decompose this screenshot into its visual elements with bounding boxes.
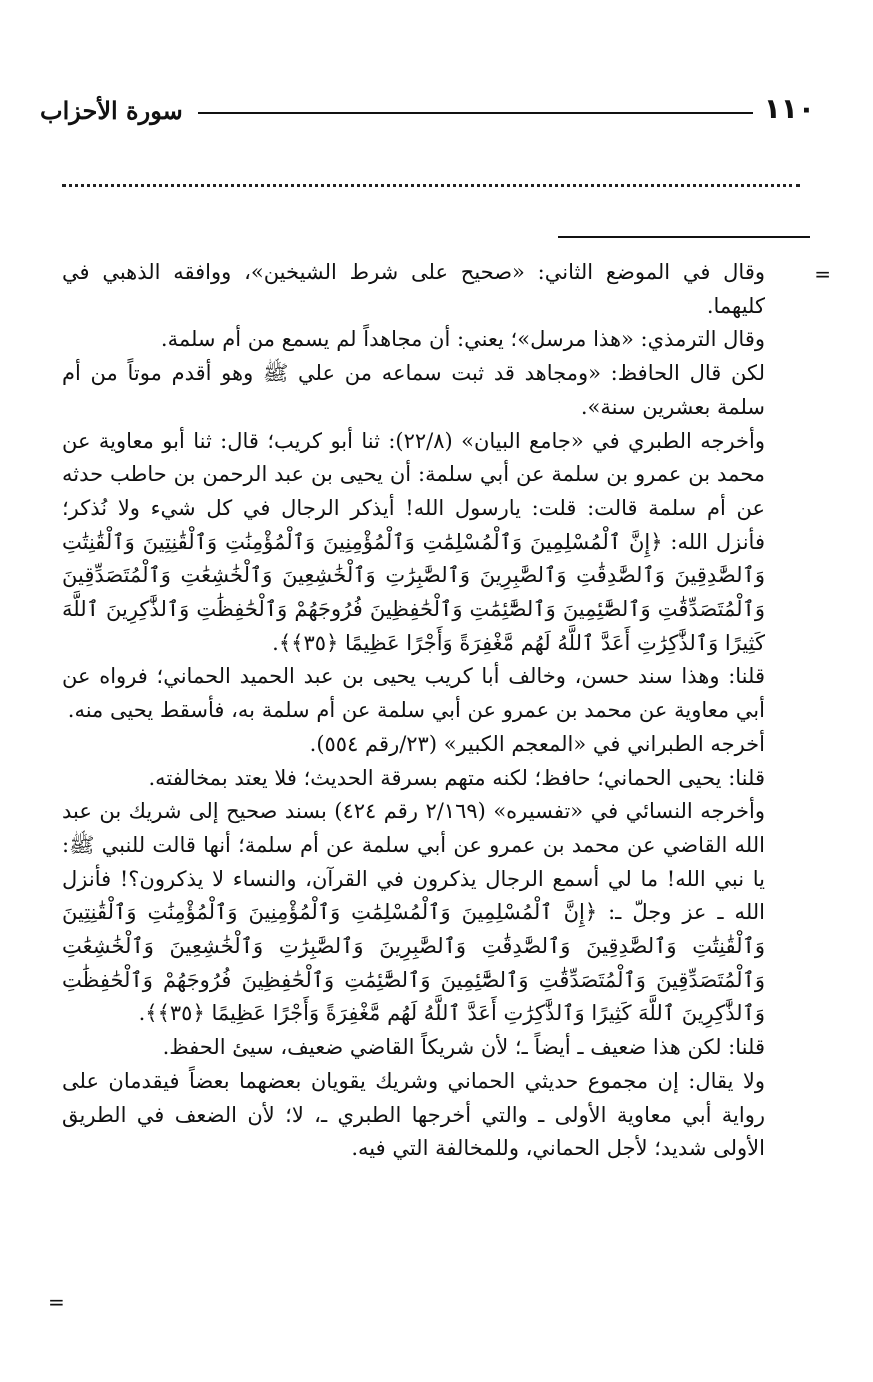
paragraph-1: وقال في الموضع الثاني: «صحيح على شرط الشيخين»، ووافقه الذهبي في كليهما. [62,260,765,318]
continuation-mark-bottom: = [48,1290,65,1314]
paragraph-5: قلنا: وهذا سند حسن، وخالف أبا كريب يحيى بن عبد الحميد الحماني؛ فرواه عن أبي معاوية عن محمد بن عمرو عن أبي سلمة عن أم سلمة به، فأسقط يحيى منه. [62,664,765,723]
paragraph-10: ولا يقال: إن مجموع حديثي الحماني وشريك يقويان بعضهما بعضاً فيقدمان على رواية أبي معاوية الأولى ـ والتي أخرجها الطبري ـ، لا؛ لأن الضعف في الطريق الأولى شديد؛ لأجل الحماني، وللمخالفة التي فيه. [62,1068,765,1161]
paragraph-3: لكن قال الحافظ: «ومجاهد قد ثبت سماعه من علي ﷺ وهو أقدم موتاً من أم سلمة بعشرين سنة». [62,361,765,419]
paragraph-9: قلنا: لكن هذا ضعيف ـ أيضاً ـ؛ لأن شريكاً القاضي ضعيف، سيئ الحفظ. [162,1035,765,1060]
page-number: ١١٠ [763,92,815,125]
surah-title: سورة الأحزاب [40,96,183,125]
footnote-text [62,256,765,1166]
paragraph-6: أخرجه الطبراني في «المعجم الكبير» (٢٣/رقم ٥٥٤). [309,731,765,756]
footnote-rule [558,236,810,238]
paragraph-2: وقال الترمذي: «هذا مرسل»؛ يعني: أن مجاهداً لم يسمع من أم سلمة. [160,327,765,352]
header-rule [198,112,753,114]
paragraph-8: وأخرجه النسائي في «تفسيره» (٢/١٦٩ رقم ٤٢٤) بسند صحيح إلى شريك بن عبد الله القاضي عن محمد بن عمرو عن أبي سلمة عن أم سلمة؛ أنها قالت للنبي ﷺ: يا نبي الله! ما لي أسمع الرجال يذكرون في القرآن، والنساء لا يذكرون؟! فأنزل الله ـ عز وجلّ ـ: ﴿إِنَّ ٱلْمُسْلِمِينَ وَٱلْمُسْلِمَٰتِ وَٱلْمُؤْمِنِينَ وَٱلْمُؤْمِنَٰتِ وَٱلْقَٰنِتِينَ وَٱلْقَٰنِتَٰتِ وَٱلصَّٰدِقِينَ وَٱلصَّٰدِقَٰتِ وَٱلصَّٰبِرِينَ وَٱلصَّٰبِرَٰتِ وَٱلْخَٰشِعِينَ وَٱلْخَٰشِعَٰتِ وَٱلْمُتَصَدِّقِينَ وَٱلْمُتَصَدِّقَٰتِ وَٱلصَّٰٓئِمِينَ وَٱلصَّٰٓئِمَٰتِ وَٱلْحَٰفِظِينَ فُرُوجَهُمْ وَٱلْحَٰفِظَٰتِ وَٱلذَّٰكِرِينَ ٱللَّهَ كَثِيرًا وَٱلذَّٰكِرَٰتِ أَعَدَّ ٱللَّهُ لَهُم مَّغْفِرَةً وَأَجْرًا عَظِيمًا ﴿٣٥﴾﴾. [62,799,765,1026]
paragraph-4: وأخرجه الطبري في «جامع البيان» (٢٢/٨): ثنا أبو كريب؛ قال: ثنا أبو معاوية عن محمد بن عمرو بن سلمة عن أبي سلمة: أن يحيى بن عبد الرحمن بن حاطب حدثه عن أم سلمة قالت: قلت: يارسول الله! أيذكر الرجال في كل شيء ولا نُذكر؛ فأنزل الله: ﴿إِنَّ ٱلْمُسْلِمِينَ وَٱلْمُسْلِمَٰتِ وَٱلْمُؤْمِنِينَ وَٱلْمُؤْمِنَٰتِ وَٱلْقَٰنِتِينَ وَٱلْقَٰنِتَٰتِ وَٱلصَّٰدِقِينَ وَٱلصَّٰدِقَٰتِ وَٱلصَّٰبِرِينَ وَٱلصَّٰبِرَٰتِ وَٱلْخَٰشِعِينَ وَٱلْخَٰشِعَٰتِ وَٱلْمُتَصَدِّقِينَ وَٱلْمُتَصَدِّقَٰتِ وَٱلصَّٰٓئِمِينَ وَٱلصَّٰٓئِمَٰتِ وَٱلْحَٰفِظِينَ فُرُوجَهُمْ وَٱلْحَٰفِظَٰتِ وَٱلذَّٰكِرِينَ ٱللَّهَ كَثِيرًا وَٱلذَّٰكِرَٰتِ أَعَدَّ ٱللَّهُ لَهُم مَّغْفِرَةً وَأَجْرًا عَظِيمًا ﴿٣٥﴾﴾. [62,428,766,655]
dotted-separator [62,184,800,187]
page-header [40,92,815,132]
paragraph-7: قلنا: يحيى الحماني؛ حافظ؛ لكنه متهم بسرقة الحديث؛ فلا يعتد بمخالفته. [148,765,765,790]
continuation-mark-top: = [814,262,831,286]
